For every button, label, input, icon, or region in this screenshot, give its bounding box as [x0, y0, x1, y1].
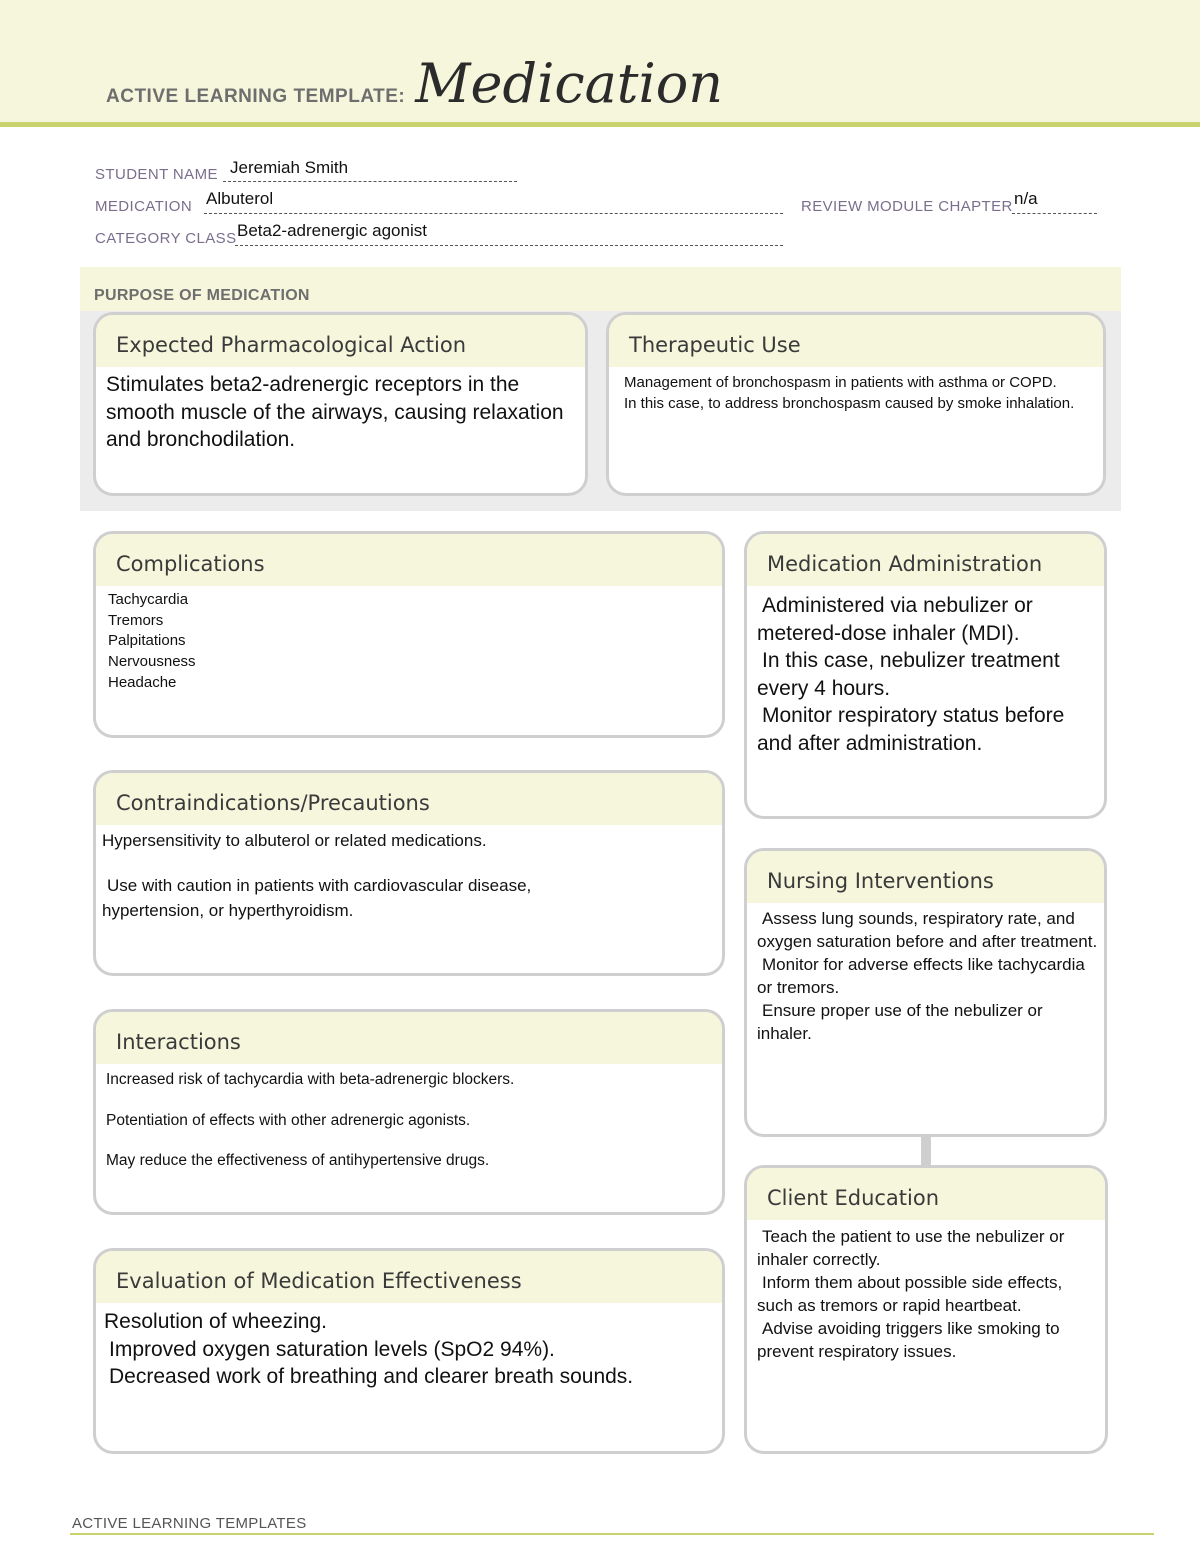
category-class-label: CATEGORY CLASS: [95, 230, 237, 247]
evaluation-line: Improved oxygen saturation levels (SpO2 94%).: [109, 1337, 555, 1361]
expected-action-header: [96, 315, 585, 367]
administration-line: In this case, nebulizer treatment every 4 hours.: [757, 649, 1060, 700]
medication-line: [204, 213, 783, 214]
student-name-label: STUDENT NAME: [95, 166, 218, 183]
complications-body[interactable]: [96, 586, 722, 694]
header-rule: [0, 122, 1200, 127]
complication-item: Tachycardia: [108, 591, 189, 608]
nursing-interventions-header: [747, 851, 1104, 903]
client-education-body[interactable]: [747, 1220, 1105, 1363]
administration-line: Administered via nebulizer or metered-dose inhaler (MDI).: [757, 594, 1033, 645]
education-line: Inform them about possible side effects, such as tremors or rapid heartbeat.: [757, 1273, 1063, 1315]
complications-header: [96, 534, 722, 586]
expected-action-title: Expected Pharmacological Action: [116, 333, 467, 357]
medication-administration-body[interactable]: [747, 586, 1104, 757]
interactions-body[interactable]: [96, 1064, 722, 1173]
nursing-interventions-title: Nursing Interventions: [767, 869, 994, 893]
page-title-prefix: ACTIVE LEARNING TEMPLATE:: [106, 86, 406, 107]
medication-value[interactable]: Albuterol: [206, 189, 274, 208]
complication-item: Palpitations: [108, 632, 186, 650]
therapeutic-use-text: Management of bronchospasm in patients with asthma or COPD.: [624, 374, 1057, 391]
nursing-interventions-box: [744, 848, 1107, 1137]
nursing-line: Ensure proper use of the nebulizer or inhaler.: [757, 1001, 1043, 1043]
category-class-line: [235, 245, 783, 246]
evaluation-line: Resolution of wheezing.: [104, 1310, 327, 1333]
therapeutic-use-header: [609, 315, 1103, 367]
contraindications-title: Contraindications/Precautions: [116, 791, 430, 815]
review-module-label: REVIEW MODULE CHAPTER: [801, 198, 1013, 215]
footer-rule: [70, 1533, 1154, 1535]
evaluation-body[interactable]: [96, 1303, 722, 1391]
review-module-value[interactable]: n/a: [1014, 189, 1038, 208]
interactions-box: [93, 1009, 725, 1215]
contraindications-header: [96, 773, 722, 825]
purpose-title: PURPOSE OF MEDICATION: [94, 287, 310, 304]
medication-administration-title: Medication Administration: [767, 552, 1043, 576]
category-class-value[interactable]: Beta2-adrenergic agonist: [237, 221, 427, 240]
nursing-line: Monitor for adverse effects like tachycardia or tremors.: [757, 955, 1085, 997]
complication-item: Tremors: [108, 611, 164, 629]
client-education-box: [744, 1165, 1108, 1454]
page-title-main: Medication: [415, 52, 724, 115]
box-connector: [921, 1136, 931, 1166]
therapeutic-use-body[interactable]: [609, 367, 1103, 414]
evaluation-title: Evaluation of Medication Effectiveness: [116, 1269, 522, 1293]
education-line: Teach the patient to use the nebulizer or inhaler correctly.: [757, 1227, 1065, 1269]
medication-administration-box: [744, 531, 1107, 819]
contraindications-text1: Hypersensitivity to albuterol or related medications.: [102, 831, 487, 850]
expected-action-box: [93, 312, 588, 496]
therapeutic-use-text2: In this case, to address bronchospasm caused by smoke inhalation.: [624, 394, 1075, 412]
interaction-item: May reduce the effectiveness of antihypertensive drugs.: [106, 1152, 490, 1169]
complications-title: Complications: [116, 552, 265, 576]
contraindications-body[interactable]: [96, 825, 722, 923]
evaluation-header: [96, 1251, 722, 1303]
medication-administration-header: [747, 534, 1104, 586]
page-title: [106, 52, 723, 115]
expected-action-text: Stimulates beta2-adrenergic receptors in the smooth muscle of the airways, causing relaxation and bronchodilation.: [106, 373, 564, 451]
client-education-title: Client Education: [767, 1186, 940, 1210]
review-module-line: [1012, 213, 1097, 214]
complication-item: Headache: [108, 673, 177, 691]
interaction-item: Increased risk of tachycardia with beta-adrenergic blockers.: [106, 1071, 515, 1088]
medication-label: MEDICATION: [95, 198, 193, 215]
evaluation-box: [93, 1248, 725, 1454]
administration-line: Monitor respiratory status before and after administration.: [757, 704, 1065, 755]
interactions-header: [96, 1012, 722, 1064]
education-line: Advise avoiding triggers like smoking to prevent respiratory issues.: [757, 1319, 1060, 1361]
student-name-line: [223, 181, 517, 182]
therapeutic-use-box: [606, 312, 1106, 496]
complications-box: [93, 531, 725, 738]
complication-item: Nervousness: [108, 653, 196, 671]
contraindications-text2: Use with caution in patients with cardiovascular disease, hypertension, or hyperthyroidism.: [102, 876, 532, 920]
footer-text: ACTIVE LEARNING TEMPLATES: [72, 1515, 307, 1532]
therapeutic-use-title: Therapeutic Use: [629, 333, 801, 357]
client-education-header: [747, 1168, 1105, 1220]
interaction-item: Potentiation of effects with other adrenergic agonists.: [106, 1111, 471, 1129]
expected-action-body[interactable]: [96, 367, 585, 454]
nursing-interventions-body[interactable]: [747, 903, 1104, 1045]
contraindications-box: [93, 770, 725, 976]
interactions-title: Interactions: [116, 1030, 241, 1054]
student-name-value[interactable]: Jeremiah Smith: [230, 158, 349, 177]
nursing-line: Assess lung sounds, respiratory rate, and oxygen saturation before and after treatment.: [757, 909, 1098, 951]
evaluation-line: Decreased work of breathing and clearer breath sounds.: [109, 1365, 634, 1388]
